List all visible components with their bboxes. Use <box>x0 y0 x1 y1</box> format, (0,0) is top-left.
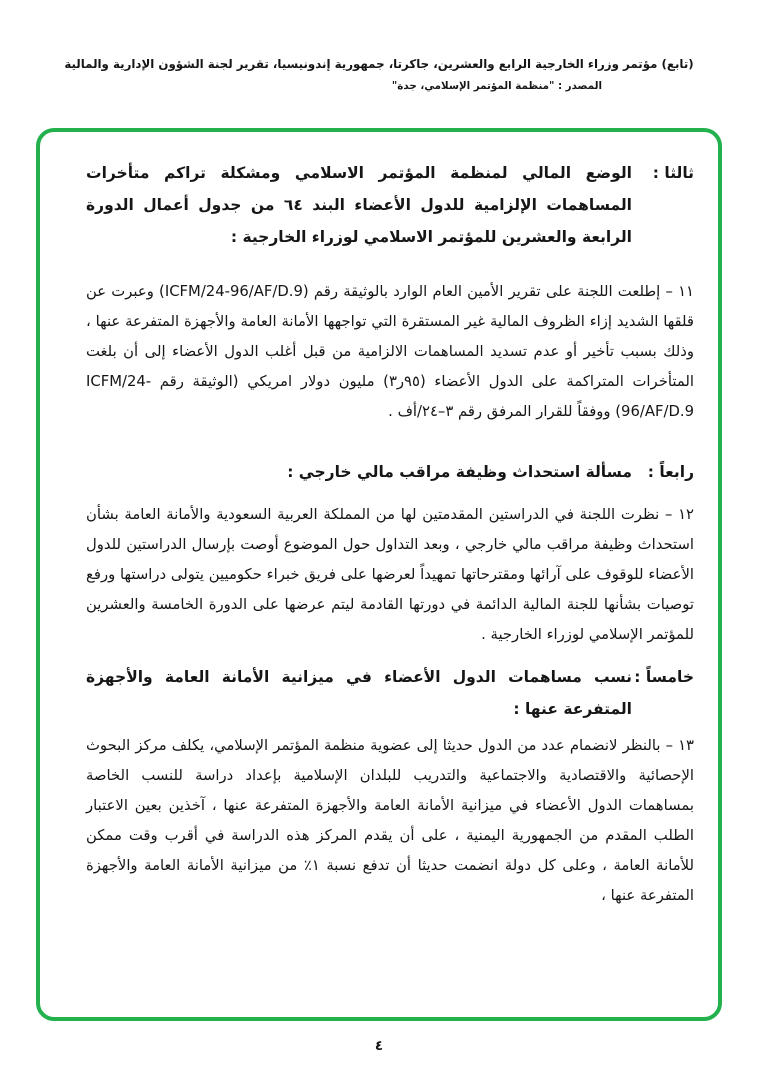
paragraph-12: ١٢ – نظرت اللجنة في الدراستين المقدمتين لها من المملكة العربية السعودية والأمانة العامة بشأن استحداث وظيفة مراقب مالي خارجي ، وبعد التداول حول الموضوع أوصت بإرسال الدراستين للدول الأعضاء للوقوف على آرائها ومقترحاتها تمهيداً لعرضها على فريق خبراء حكوميين يتولى دراستها ورفع توصيات بشأنها للجنة المالية الدائمة في دورتها القادمة ليتم عرضها على الدورة الخامسة والعشرين للمؤتمر الإسلامي لوزراء الخارجية . <box>86 506 694 643</box>
page-number: ٤ <box>374 1038 384 1054</box>
section-third <box>86 158 694 253</box>
paragraph-11: ١١ – إطلعت اللجنة على تقرير الأمين العام الوارد بالوثيقة رقم (ICFM/24-96/AF/D.9) وعبرت عن قلقها الشديد إزاء الظروف المالية غير المستقرة التي تواجهها الأمانة العامة والأجهزة المتفرعة عنها ، وذلك بسبب تأخير أو عدم تسديد المساهمات الالزامية من قبل أغلب الدول الأعضاء إلى أن بلغت المتأخرات المتراكمة على الدول الأعضاء (٩٥ر٣) مليون دولار امريكي (الوثيقة رقم ICFM/24-96/AF/D.9) ووفقاً للقرار المرفق رقم ٣–٢٤/أف . <box>86 283 694 420</box>
section-fourth-heading <box>86 457 694 489</box>
section-fifth-label: خامساً : <box>634 667 694 686</box>
section-fifth-title: نسب مساهمات الدول الأعضاء في ميزانية الأمانة العامة والأجهزة المتفرعة عنها : <box>86 667 632 718</box>
paragraph-13: ١٣ – بالنظر لانضمام عدد من الدول حديثا إلى عضوية منظمة المؤتمر الإسلامي، يكلف مركز البحوث الإحصائية والاقتصادية والاجتماعية والتدريب للبلدان الإسلامية بإعداد دراسة للنسب الخاصة بمساهمات الدول الأعضاء في ميزانية الأمانة العامة والأجهزة المتفرعة عنها ، آخذين بعين الاعتبار الطلب المقدم من الجمهورية اليمنية ، على أن يقدم المركز هذه الدراسة في أقرب وقت ممكن للأمانة العامة ، وعلى كل دولة انضمت حديثا أن تدفع نسبة ١٪ من ميزانية الأمانة العامة والأجهزة المتفرعة عنها ، <box>86 737 694 904</box>
section-third-title: الوضع المالي لمنظمة المؤتمر الاسلامي ومشكلة تراكم متأخرات المساهمات الإلزامية للدول الأعضاء البند ٦٤ من جدول أعمال الدورة الرابعة والعشرين للمؤتمر الاسلامي لوزراء الخارجية : <box>86 164 632 246</box>
section-fourth-label: رابعاً : <box>647 462 694 481</box>
section-third-label: ثالثا : <box>652 164 694 182</box>
section-fifth <box>86 662 694 726</box>
section-fifth-heading <box>86 662 694 726</box>
header-title: (تابع) مؤتمر وزراء الخارجية الرابع والعشرين، جاكرتا، جمهورية إندونيسيا، تقرير لجنة الشؤون الإدارية والمالية <box>64 57 694 71</box>
section-fourth <box>86 457 694 489</box>
section-fourth-title: مسألة استحداث وظيفة مراقب مالي خارجي : <box>287 462 632 481</box>
section-third-heading <box>86 158 694 253</box>
header-source: المصدر : "منظمة المؤتمر الإسلامي، جدة" <box>391 79 602 92</box>
document-header <box>40 56 718 92</box>
page-footer <box>0 1035 758 1054</box>
content-frame <box>36 128 722 1021</box>
